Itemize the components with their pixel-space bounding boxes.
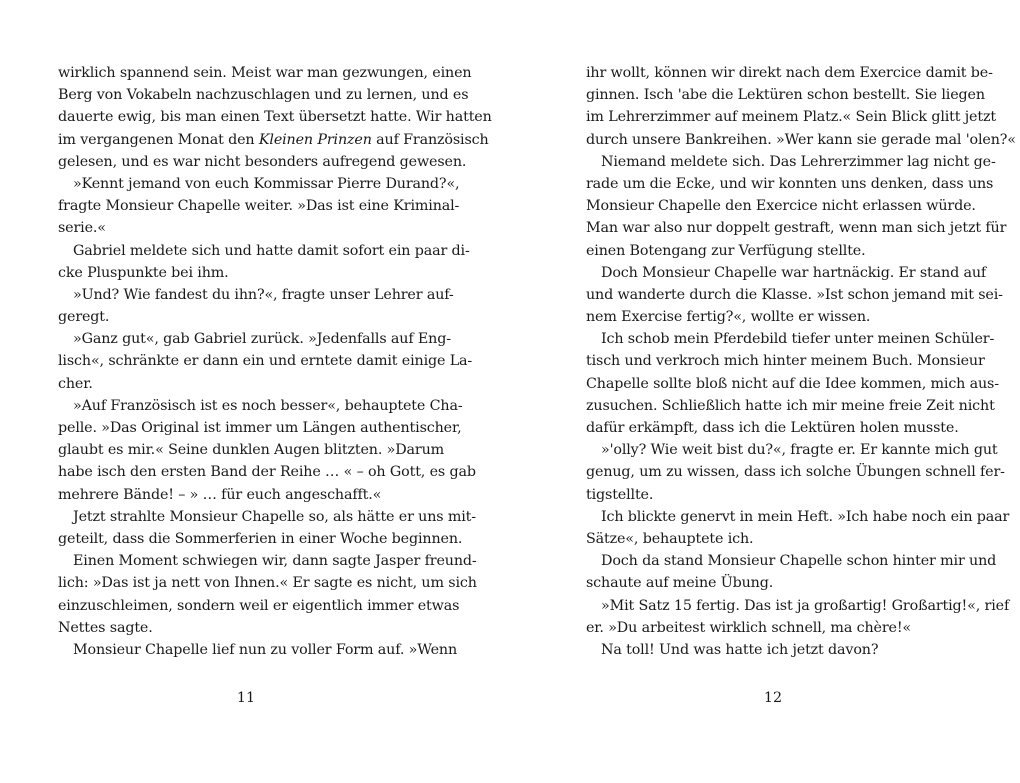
text-line: »Mit Satz 15 fertig. Das ist ja großartig! Großartig!«, rief [601,597,1010,614]
text-line: Ich blickte genervt in mein Heft. »Ich habe noch ein paar [601,508,1010,525]
page-number-right: 12 [763,690,783,706]
text-line: einzuschleimen, sondern weil er eigentlich immer etwas [58,597,460,614]
text-line: tigstellte. [586,486,654,503]
text-line: dauerte ewig, bis man einen Text übersetzt hatte. Wir hatten [58,109,492,126]
text-line: Man war also nur doppelt gestraft, wenn man sich jetzt für [586,220,1007,237]
text-segment: im vergangenen Monat den [58,131,259,148]
text-line: er. »Du arbeitest wirklich schnell, ma chère!« [586,619,912,636]
text-line: lisch«, schränkte er dann ein und erntete damit einige La- [58,353,473,370]
text-line: Einen Moment schwiegen wir, dann sagte Jasper freund- [73,553,477,570]
text-line: Doch Monsieur Chapelle war hartnäckig. Er stand auf [601,264,987,281]
page-number-left: 11 [236,690,256,706]
text-line: gelesen, und es war nicht besonders aufregend gewesen. [58,153,467,170]
text-line: Monsieur Chapelle lief nun zu voller Form auf. »Wenn [73,641,458,658]
text-line: »Kennt jemand von euch Kommissar Pierre Durand?«, [73,175,460,192]
text-line [58,129,489,151]
text-line: dafür erkämpft, dass ich die Lektüren holen musste. [586,420,959,436]
text-line: durch unsere Bankreihen. »Wer kann sie gerade mal 'olen?« [586,131,1016,148]
text-line: wirklich spannend sein. Meist war man gezwungen, einen [58,65,472,81]
text-line: habe isch den ersten Band der Reihe … « – oh Gott, es gab [58,464,476,481]
left-page [58,62,492,661]
text-line: »Ganz gut«, gab Gabriel zurück. »Jedenfalls auf Eng- [73,331,451,348]
text-line: serie.« [58,220,106,237]
text-line: zusuchen. Schließlich hatte ich mir meine freie Zeit nicht [586,397,995,414]
text-line: Niemand meldete sich. Das Lehrerzimmer lag nicht ge- [601,153,996,170]
book-title: Kleinen Prinzen [258,131,372,148]
text-line: cher. [58,375,93,392]
text-line: ihr wollt, können wir direkt nach dem Exercice damit be- [586,65,993,81]
text-line: tisch und verkroch mich hinter meinem Buch. Monsieur [586,353,985,370]
text-line: pelle. »Das Original ist immer um Längen authentischer, [58,420,462,436]
text-line: geteilt, dass die Sommerferien in einer Woche beginnen. [58,530,463,547]
text-line: im Lehrerzimmer auf meinem Platz.« Sein Blick glitt jetzt [586,109,996,126]
text-line: nem Exercise fertig?«, wollte er wissen. [586,309,871,326]
text-line: Na toll! Und was hatte ich jetzt davon? [601,641,879,658]
text-line: genug, um zu wissen, dass ich solche Übungen schnell fer- [586,464,1005,481]
text-line: Monsieur Chapelle den Exercice nicht erlassen würde. [586,198,976,215]
text-line: ginnen. Isch 'abe die Lektüren schon bestellt. Sie liegen [586,87,985,104]
text-line: »'olly? Wie weit bist du?«, fragte er. Er kannte mich gut [601,442,998,459]
text-line: Chapelle sollte bloß nicht auf die Idee kommen, mich aus- [586,375,999,392]
text-line: lich: »Das ist ja nett von Ihnen.« Er sagte es nicht, um sich [58,575,477,592]
text-line: Jetzt strahlte Monsieur Chapelle so, als hätte er uns mit- [73,508,476,525]
right-page [586,62,1016,661]
text-line: glaubt es mir.« Seine dunklen Augen blitzten. »Darum [58,442,445,459]
text-line: Berg von Vokabeln nachzuschlagen und zu lernen, und es [58,87,469,104]
text-line: Sätze«, behauptete ich. [586,530,754,547]
text-line: rade um die Ecke, und wir konnten uns denken, dass uns [586,175,994,192]
text-line: Ich schob mein Pferdebild tiefer unter meinen Schüler- [601,331,995,348]
text-line: mehrere Bände! – » … für euch angeschafft.« [58,486,382,503]
text-line: Gabriel meldete sich und hatte damit sofort ein paar di- [73,242,470,259]
text-line: schaute auf meine Übung. [586,575,774,592]
text-segment: auf Französisch [371,131,489,148]
text-line: Nettes sagte. [58,619,153,636]
text-line: und wanderte durch die Klasse. »Ist schon jemand mit sei- [586,286,1003,303]
text-line: geregt. [58,309,110,326]
text-line: einen Botengang zur Verfügung stellte. [586,242,866,259]
text-line: »Und? Wie fandest du ihn?«, fragte unser Lehrer auf- [73,286,454,303]
text-line: cke Pluspunkte bei ihm. [58,264,229,281]
text-line: fragte Monsieur Chapelle weiter. »Das ist eine Kriminal- [58,198,460,215]
text-line: »Auf Französisch ist es noch besser«, behauptete Cha- [73,397,463,414]
text-line: Doch da stand Monsieur Chapelle schon hinter mir und [601,553,997,570]
